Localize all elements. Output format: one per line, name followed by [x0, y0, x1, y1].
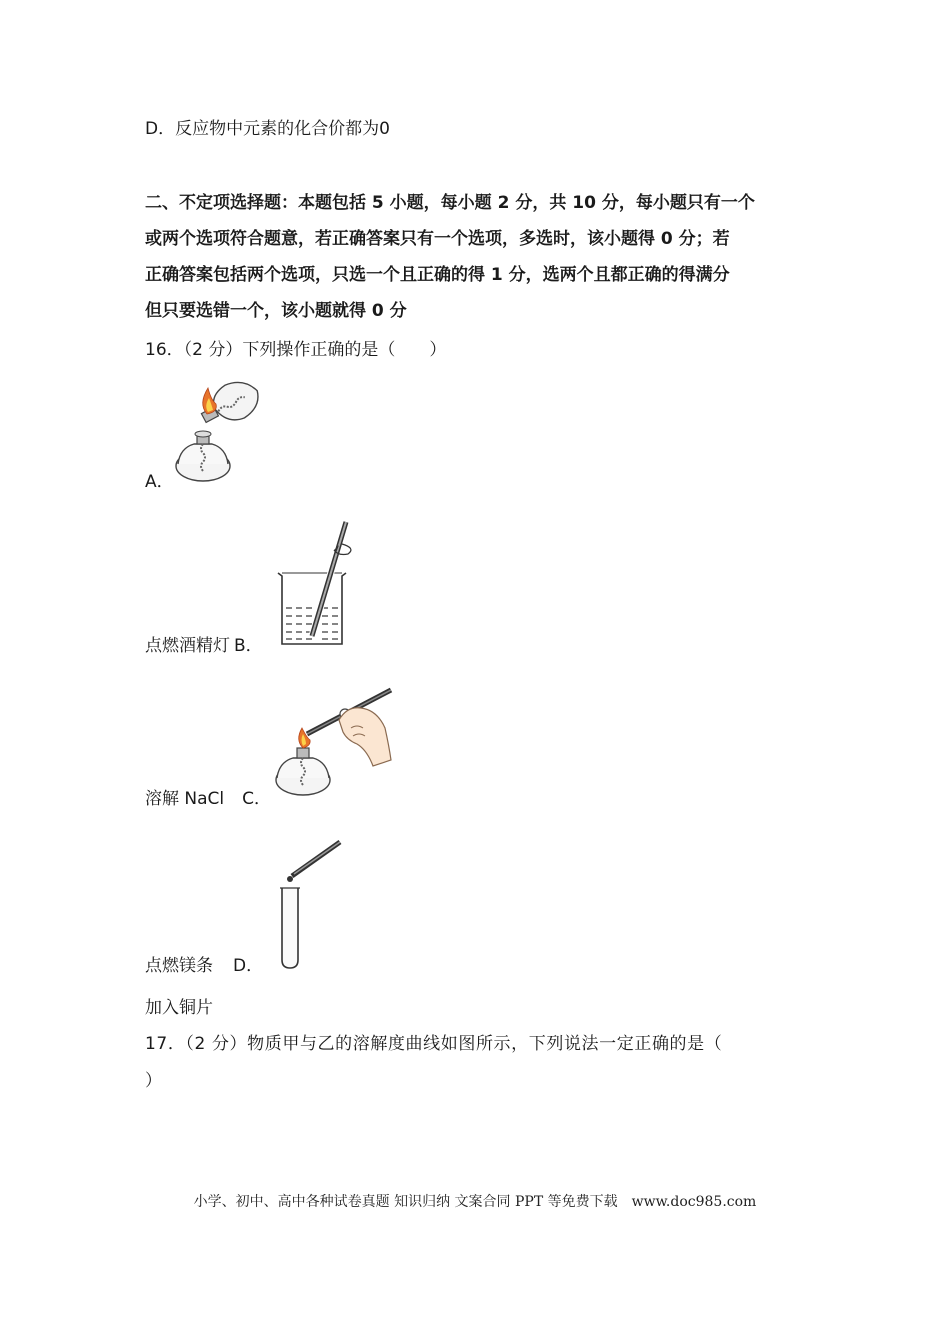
figure-d-test-tube-tweezers [278, 838, 348, 970]
figure-a-alcohol-lamp-lighting [168, 378, 278, 490]
section-line: 二、不定项选择题：本题包括 5 小题，每小题 2 分，共 10 分，每小题只有一个 [145, 193, 755, 213]
page-footer: 小学、初中、高中各种试卷真题 知识归纳 文案合同 PPT 等免费下载 www.doc985.com [193, 1194, 757, 1210]
option-a-label: A． [145, 472, 174, 492]
option-c-label: C． [242, 789, 272, 809]
section-line: 或两个选项符合题意，若正确答案只有一个选项，多选时，该小题得 0 分；若 [145, 229, 730, 249]
caption-a-text: 点燃酒精灯 [145, 636, 230, 656]
caption-c-text: 点燃镁条 [145, 956, 213, 976]
section-heading [145, 185, 810, 329]
question-16-stem: 16．（2 分）下列操作正确的是（ ） [145, 340, 447, 360]
prev-question-option-d: D．反应物中元素的化合价都为0 [145, 119, 390, 139]
caption-b [145, 789, 271, 809]
question-17-stem-line1: 17．（2 分）物质甲与乙的溶解度曲线如图所示，下列说法一定正确的是（ [145, 1034, 723, 1054]
section-line: 但只要选错一个，该小题就得 0 分 [145, 301, 407, 321]
section-line: 正确答案包括两个选项，只选一个且正确的得 1 分，选两个且都正确的得满分 [145, 265, 730, 285]
option-b-label: B． [234, 636, 263, 656]
caption-b-text: 溶解 NaCl [145, 789, 225, 809]
question-17-stem-line2: ） [145, 1071, 162, 1091]
figure-b-beaker-stirring [276, 518, 356, 648]
caption-a [145, 636, 263, 656]
figure-c-burning-magnesium [273, 684, 397, 802]
caption-c [145, 956, 263, 976]
option-d-label: D． [233, 956, 264, 976]
caption-d: 加入铜片 [145, 998, 213, 1018]
